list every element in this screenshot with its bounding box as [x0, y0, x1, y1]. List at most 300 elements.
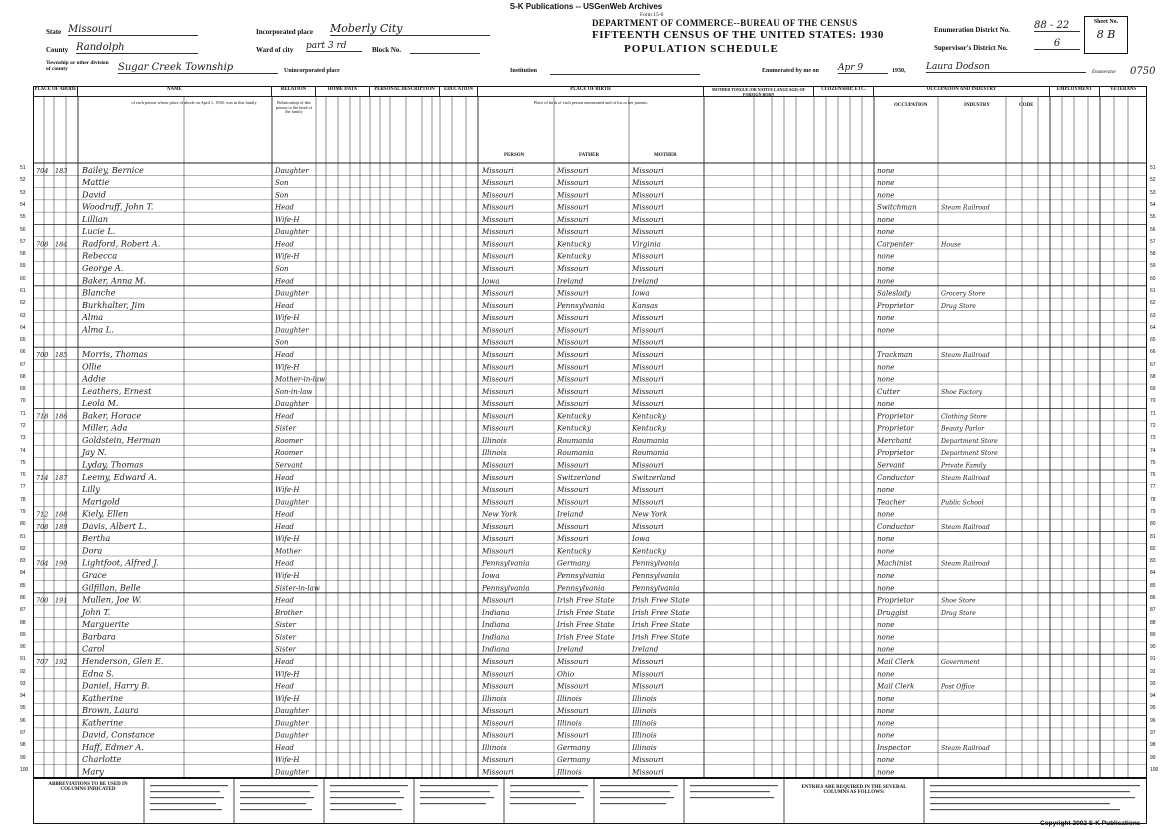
line-number: 87 — [20, 607, 26, 614]
person-name: Dora — [82, 545, 103, 556]
person-name: Carol — [82, 643, 105, 654]
line-number: 63 — [1150, 312, 1156, 319]
line-number: 91 — [1150, 656, 1156, 663]
line-number: 58 — [1150, 251, 1156, 258]
birthplace-mother: New York — [632, 509, 668, 519]
birthplace-person: Missouri — [482, 214, 514, 224]
relation: Daughter — [275, 400, 309, 409]
person-header: PERSON — [504, 153, 525, 158]
birthplace-person: Iowa — [482, 276, 500, 286]
line-number: 85 — [20, 582, 26, 589]
birthplace-person: Missouri — [482, 190, 514, 200]
birthplace-father: Missouri — [557, 681, 589, 691]
industry: Drug Store — [941, 609, 976, 617]
person-name: Brown, Laura — [82, 705, 139, 716]
occupation: none — [877, 547, 895, 556]
dwelling-number: 712 — [36, 510, 49, 519]
relation: Daughter — [275, 289, 309, 298]
birthplace-father: Kentucky — [557, 251, 592, 261]
birthplace-father: Missouri — [557, 178, 589, 188]
line-number: 53 — [20, 189, 26, 196]
occupation: Proprietor — [877, 449, 914, 458]
line-number: 58 — [20, 251, 26, 258]
line-number: 98 — [1150, 742, 1156, 749]
birthplace-father: Missouri — [557, 534, 589, 544]
ed-label: Enumeration District No. — [934, 26, 1011, 34]
birthplace-father: Missouri — [557, 399, 589, 409]
dwelling-number: 708 — [36, 522, 49, 531]
occupation-header: OCCUPATION — [894, 103, 928, 108]
person-name: Jay N. — [82, 447, 107, 458]
birthplace-mother: Iowa — [632, 534, 650, 544]
birthplace-father: Missouri — [557, 460, 589, 470]
birthplace-person: New York — [482, 509, 518, 519]
line-number: 98 — [20, 742, 26, 749]
group-birth: PLACE OF BIRTH — [478, 87, 704, 97]
occupation: none — [877, 768, 895, 777]
birthplace-mother: Illinois — [632, 693, 657, 703]
group-citizenship: CITIZENSHIP, ETC. — [814, 87, 874, 97]
person-name: Henderson, Glen E. — [82, 655, 164, 666]
relation: Head — [275, 682, 294, 691]
group-employment: EMPLOYMENT — [1050, 87, 1100, 97]
birthplace-father: Germany — [557, 742, 591, 752]
occupation: none — [877, 756, 895, 765]
line-number: 96 — [20, 717, 26, 724]
birthplace-father: Missouri — [557, 288, 589, 298]
line-number: 55 — [1150, 214, 1156, 221]
birthplace-mother: Missouri — [632, 460, 664, 470]
occupation: none — [877, 645, 895, 654]
line-number: 92 — [1150, 668, 1156, 675]
line-number: 86 — [20, 594, 26, 601]
line-number: 78 — [20, 496, 26, 503]
industry: Beauty Parlor — [941, 425, 985, 433]
father-header: FATHER — [579, 153, 600, 158]
birthplace-mother: Switzerland — [632, 472, 676, 482]
person-name: Alma — [82, 312, 104, 323]
occupation: Mail Clerk — [877, 682, 915, 691]
birthplace-mother: Missouri — [632, 251, 664, 261]
relation: Wife-H — [275, 252, 300, 261]
birthplace-person: Missouri — [482, 411, 514, 421]
family-number: 183 — [55, 166, 68, 175]
birthplace-person: Missouri — [482, 313, 514, 323]
occupation: Trackman — [877, 350, 913, 359]
occupation: none — [877, 400, 895, 409]
birthplace-person: Missouri — [482, 546, 514, 556]
line-number: 99 — [20, 754, 26, 761]
occupation: none — [877, 326, 895, 335]
birthplace-father: Missouri — [557, 214, 589, 224]
birthplace-mother: Missouri — [632, 755, 664, 765]
birthplace-father: Missouri — [557, 165, 589, 175]
relation: Wife-H — [275, 314, 300, 323]
relation: Sister — [275, 621, 296, 630]
birthplace-person: Missouri — [482, 165, 514, 175]
birthplace-father: Missouri — [557, 227, 589, 237]
enumerator-name: Laura Dodson — [926, 62, 1086, 73]
person-name: Rebecca — [82, 250, 118, 261]
line-number: 90 — [20, 644, 26, 651]
relation: Wife-H — [275, 572, 300, 581]
occupation: none — [877, 694, 895, 703]
person-name: Leola M. — [82, 398, 119, 409]
relation: Head — [275, 301, 294, 310]
ward-value: part 3 rd — [306, 41, 362, 52]
line-number: 88 — [1150, 619, 1156, 626]
birthplace-person: Missouri — [482, 460, 514, 470]
occupation: Druggist — [877, 608, 909, 617]
occupation: Proprietor — [877, 301, 914, 310]
birthplace-person: Pennsylvania — [482, 558, 530, 568]
occupation: Mail Clerk — [877, 657, 915, 666]
birthplace-person: Missouri — [482, 472, 514, 482]
relation: Sister-in-law — [275, 584, 320, 593]
line-number: 66 — [20, 349, 26, 356]
person-name: Miller, Ada — [82, 422, 128, 433]
line-number: 94 — [20, 693, 26, 700]
relation: Head — [275, 743, 294, 752]
dwelling-number: 714 — [36, 473, 49, 482]
line-number: 80 — [20, 521, 26, 528]
person-name: Katherine — [82, 717, 124, 728]
relation: Sister — [275, 424, 296, 433]
birthplace-person: Missouri — [482, 718, 514, 728]
person-name: Lillian — [82, 213, 109, 224]
birthplace-mother: Pennsylvania — [632, 571, 680, 581]
line-number: 62 — [20, 300, 26, 307]
line-number: 73 — [1150, 435, 1156, 442]
line-number: 84 — [20, 570, 26, 577]
line-number: 96 — [1150, 717, 1156, 724]
line-number: 79 — [20, 508, 26, 515]
birthplace-father: Missouri — [557, 337, 589, 347]
birthplace-mother: Missouri — [632, 264, 664, 274]
line-number: 75 — [1150, 459, 1156, 466]
birthplace-person: Pennsylvania — [482, 583, 530, 593]
occupation: Proprietor — [877, 412, 914, 421]
relation: Daughter — [275, 326, 309, 335]
industry: Steam Railroad — [941, 351, 990, 359]
township-label: Township or other division of county — [46, 60, 109, 73]
person-name: Burkhalter, Jim — [82, 299, 145, 310]
family-number: 191 — [55, 596, 68, 605]
group-occupation: OCCUPATION AND INDUSTRY — [874, 87, 1050, 97]
form-number: Form 15-6 — [640, 12, 664, 18]
occupation: none — [877, 535, 895, 544]
county-value: Randolph — [76, 42, 198, 54]
industry: Government — [941, 658, 980, 666]
relation: Head — [275, 559, 294, 568]
line-number: 52 — [1150, 177, 1156, 184]
line-number: 60 — [20, 275, 26, 282]
birthplace-mother: Missouri — [632, 190, 664, 200]
relation: Wife-H — [275, 535, 300, 544]
line-number: 55 — [20, 214, 26, 221]
line-number: 82 — [20, 545, 26, 552]
person-name: Morris, Thomas — [82, 348, 148, 359]
line-number: 100 — [1150, 766, 1159, 773]
copyright: Copyright 2002 S-K Publications — [1040, 820, 1141, 827]
birthplace-mother: Kentucky — [632, 411, 667, 421]
industry: Shoe Store — [941, 597, 976, 605]
occupation: none — [877, 179, 895, 188]
name-desc: of each person whose place of abode on April 1, 1930, was in this family — [131, 100, 257, 105]
occupation: Carpenter — [877, 240, 914, 249]
relation: Head — [275, 350, 294, 359]
birthplace-person: Missouri — [482, 423, 514, 433]
birthplace-person: Indiana — [482, 607, 510, 617]
line-number: 52 — [20, 177, 26, 184]
industry: Steam Railroad — [941, 744, 990, 752]
birthplace-mother: Missouri — [632, 178, 664, 188]
birthplace-father: Missouri — [557, 325, 589, 335]
industry: Private Family — [941, 462, 987, 470]
dwelling-number: 718 — [36, 412, 49, 421]
industry: Public School — [941, 499, 984, 507]
line-number: 65 — [1150, 337, 1156, 344]
sheet-label: Sheet No. — [1093, 19, 1119, 25]
occupation: Proprietor — [877, 424, 914, 433]
line-number: 63 — [20, 312, 26, 319]
stamp-number: 0750 — [1130, 66, 1156, 77]
line-number: 62 — [1150, 300, 1156, 307]
person-name: Ollie — [82, 361, 102, 372]
industry: Steam Railroad — [941, 204, 990, 212]
birthplace-person: Missouri — [482, 264, 514, 274]
line-number: 71 — [20, 410, 26, 417]
enumerator-label: Enumerator — [1092, 70, 1117, 75]
person-name: Lyday, Thomas — [82, 459, 144, 470]
family-number: 192 — [55, 657, 68, 666]
line-number: 86 — [1150, 594, 1156, 601]
birthplace-mother: Missouri — [632, 325, 664, 335]
line-number: 54 — [1150, 201, 1156, 208]
line-number: 87 — [1150, 607, 1156, 614]
person-name: Haff, Edmer A. — [82, 741, 144, 752]
birthplace-mother: Kentucky — [632, 423, 667, 433]
line-number: 89 — [1150, 631, 1156, 638]
birthplace-father: Switzerland — [557, 472, 601, 482]
birthplace-person: Missouri — [482, 681, 514, 691]
birthplace-father: Kentucky — [557, 546, 592, 556]
line-number: 75 — [20, 459, 26, 466]
occupation: Conductor — [877, 473, 915, 482]
line-number: 56 — [20, 226, 26, 233]
relation: Daughter — [275, 731, 309, 740]
relation: Head — [275, 473, 294, 482]
enum-date: Apr 9 — [838, 63, 888, 74]
line-number: 56 — [1150, 226, 1156, 233]
person-name: David — [82, 189, 106, 200]
line-number: 67 — [1150, 361, 1156, 368]
code-header: CODE — [1019, 103, 1034, 108]
birthplace-person: Indiana — [482, 644, 510, 654]
birthplace-father: Irish Free State — [557, 595, 615, 605]
birthplace-mother: Missouri — [632, 313, 664, 323]
industry: Department Store — [941, 437, 998, 445]
person-name: Mullen, Joe W. — [82, 594, 142, 605]
relation: Daughter — [275, 768, 309, 777]
archive-banner: S-K Publications -- USGenWeb Archives — [509, 2, 663, 11]
occupation: Inspector — [877, 743, 911, 752]
dwelling-number: 704 — [36, 559, 49, 568]
birthplace-father: Missouri — [557, 374, 589, 384]
person-name: John T. — [82, 606, 111, 617]
relation: Son — [275, 265, 289, 274]
line-number: 71 — [1150, 410, 1156, 417]
relation: Daughter — [275, 498, 309, 507]
relation: Head — [275, 510, 294, 519]
line-number: 90 — [1150, 644, 1156, 651]
state-value: Missouri — [68, 24, 198, 36]
birthplace-mother: Ireland — [632, 276, 659, 286]
line-number: 77 — [20, 484, 26, 491]
line-number: 57 — [1150, 238, 1156, 245]
line-number: 60 — [1150, 275, 1156, 282]
birthplace-father: Missouri — [557, 521, 589, 531]
birthplace-person: Missouri — [482, 767, 514, 777]
birthplace-mother: Virginia — [632, 239, 661, 249]
birthplace-father: Missouri — [557, 313, 589, 323]
birthplace-person: Missouri — [482, 669, 514, 679]
birthplace-mother: Illinois — [632, 730, 657, 740]
birthplace-person: Missouri — [482, 178, 514, 188]
relation: Head — [275, 596, 294, 605]
dwelling-number: 700 — [36, 350, 49, 359]
schedule-table — [33, 86, 1147, 778]
birthplace-person: Indiana — [482, 632, 510, 642]
family-number: 190 — [55, 559, 68, 568]
birthplace-mother: Pennsylvania — [632, 558, 680, 568]
census-title: FIFTEENTH CENSUS OF THE UNITED STATES: 1930 — [592, 29, 884, 41]
occupation: none — [877, 215, 895, 224]
birthplace-mother: Roumania — [632, 435, 669, 445]
birthplace-person: Missouri — [482, 386, 514, 396]
relation: Mother-in-law — [275, 375, 326, 384]
birthplace-person: Missouri — [482, 730, 514, 740]
group-veterans: VETERANS — [1100, 87, 1146, 97]
dwelling-number: 708 — [36, 240, 49, 249]
birthplace-mother: Missouri — [632, 386, 664, 396]
line-number: 97 — [1150, 730, 1156, 737]
family-number: 189 — [55, 522, 68, 531]
birthplace-mother: Missouri — [632, 497, 664, 507]
industry: Grocery Store — [941, 290, 986, 298]
relation: Head — [275, 240, 294, 249]
birthplace-father: Missouri — [557, 362, 589, 372]
line-number: 82 — [1150, 545, 1156, 552]
line-number: 76 — [1150, 472, 1156, 479]
line-number: 91 — [20, 656, 26, 663]
birthplace-mother: Missouri — [632, 349, 664, 359]
family-number: 186 — [55, 412, 68, 421]
line-number: 99 — [1150, 754, 1156, 761]
relation: Wife-H — [275, 215, 300, 224]
line-number: 59 — [20, 263, 26, 270]
line-number: 80 — [1150, 521, 1156, 528]
birthplace-person: Missouri — [482, 362, 514, 372]
birthplace-person: Missouri — [482, 300, 514, 310]
birthplace-father: Germany — [557, 755, 591, 765]
footer-lines — [34, 779, 1146, 823]
relation: Wife-H — [275, 756, 300, 765]
birthplace-person: Missouri — [482, 251, 514, 261]
person-name: George A. — [82, 263, 124, 274]
person-name: David, Constance — [82, 729, 155, 740]
birthplace-mother: Missouri — [632, 337, 664, 347]
occupation: Merchant — [877, 436, 912, 445]
family-number: 187 — [55, 473, 68, 482]
uninc-label: Unincorporated place — [284, 68, 340, 74]
occupation: none — [877, 228, 895, 237]
birthplace-person: Missouri — [482, 399, 514, 409]
birthplace-mother: Missouri — [632, 227, 664, 237]
relation: Wife-H — [275, 694, 300, 703]
occupation: none — [877, 633, 895, 642]
group-name: NAME — [78, 87, 272, 97]
mother-header: MOTHER — [654, 153, 677, 158]
relation: Mother — [275, 547, 302, 556]
birthplace-father: Roumania — [557, 435, 594, 445]
occupation: none — [877, 584, 895, 593]
industry: House — [941, 241, 961, 249]
birthplace-mother: Missouri — [632, 485, 664, 495]
occupation: none — [877, 363, 895, 372]
relation: Son-in-law — [275, 387, 313, 396]
occupation: Cutter — [877, 387, 900, 396]
dwelling-number: 700 — [36, 596, 49, 605]
person-name: Lilly — [82, 484, 100, 495]
relation: Head — [275, 412, 294, 421]
birthplace-father: Missouri — [557, 349, 589, 359]
institution-line — [550, 66, 700, 75]
birthplace-mother: Missouri — [632, 669, 664, 679]
dwelling-number: 704 — [36, 166, 49, 175]
block-label: Block No. — [372, 46, 402, 54]
relation: Roomer — [275, 436, 303, 445]
line-number: 64 — [20, 324, 26, 331]
birthplace-person: Illinois — [482, 742, 507, 752]
occupation: none — [877, 510, 895, 519]
birthplace-mother: Illinois — [632, 742, 657, 752]
township-value: Sugar Creek Township — [118, 62, 278, 74]
birthplace-father: Pennsylvania — [557, 583, 605, 593]
occupation: Conductor — [877, 522, 915, 531]
line-number: 81 — [1150, 533, 1156, 540]
inc-place-label: Incorporated place — [256, 28, 313, 36]
person-name: Mattie — [82, 177, 110, 188]
footer-box — [33, 778, 1147, 824]
line-number: 93 — [1150, 680, 1156, 687]
birthplace-mother: Missouri — [632, 767, 664, 777]
county-label: County — [46, 46, 69, 54]
line-number: 73 — [20, 435, 26, 442]
line-number: 70 — [20, 398, 26, 405]
person-name: Grace — [82, 570, 107, 581]
line-number: 94 — [1150, 693, 1156, 700]
line-number: 72 — [1150, 423, 1156, 430]
birthplace-mother: Illinois — [632, 706, 657, 716]
line-number: 74 — [1150, 447, 1156, 454]
enumerated-label: Enumerated by me on — [762, 68, 819, 74]
line-number: 88 — [20, 619, 26, 626]
line-number: 78 — [1150, 496, 1156, 503]
schedule-title: POPULATION SCHEDULE — [624, 43, 779, 55]
birthplace-mother: Missouri — [632, 656, 664, 666]
birthplace-person: Iowa — [482, 571, 500, 581]
